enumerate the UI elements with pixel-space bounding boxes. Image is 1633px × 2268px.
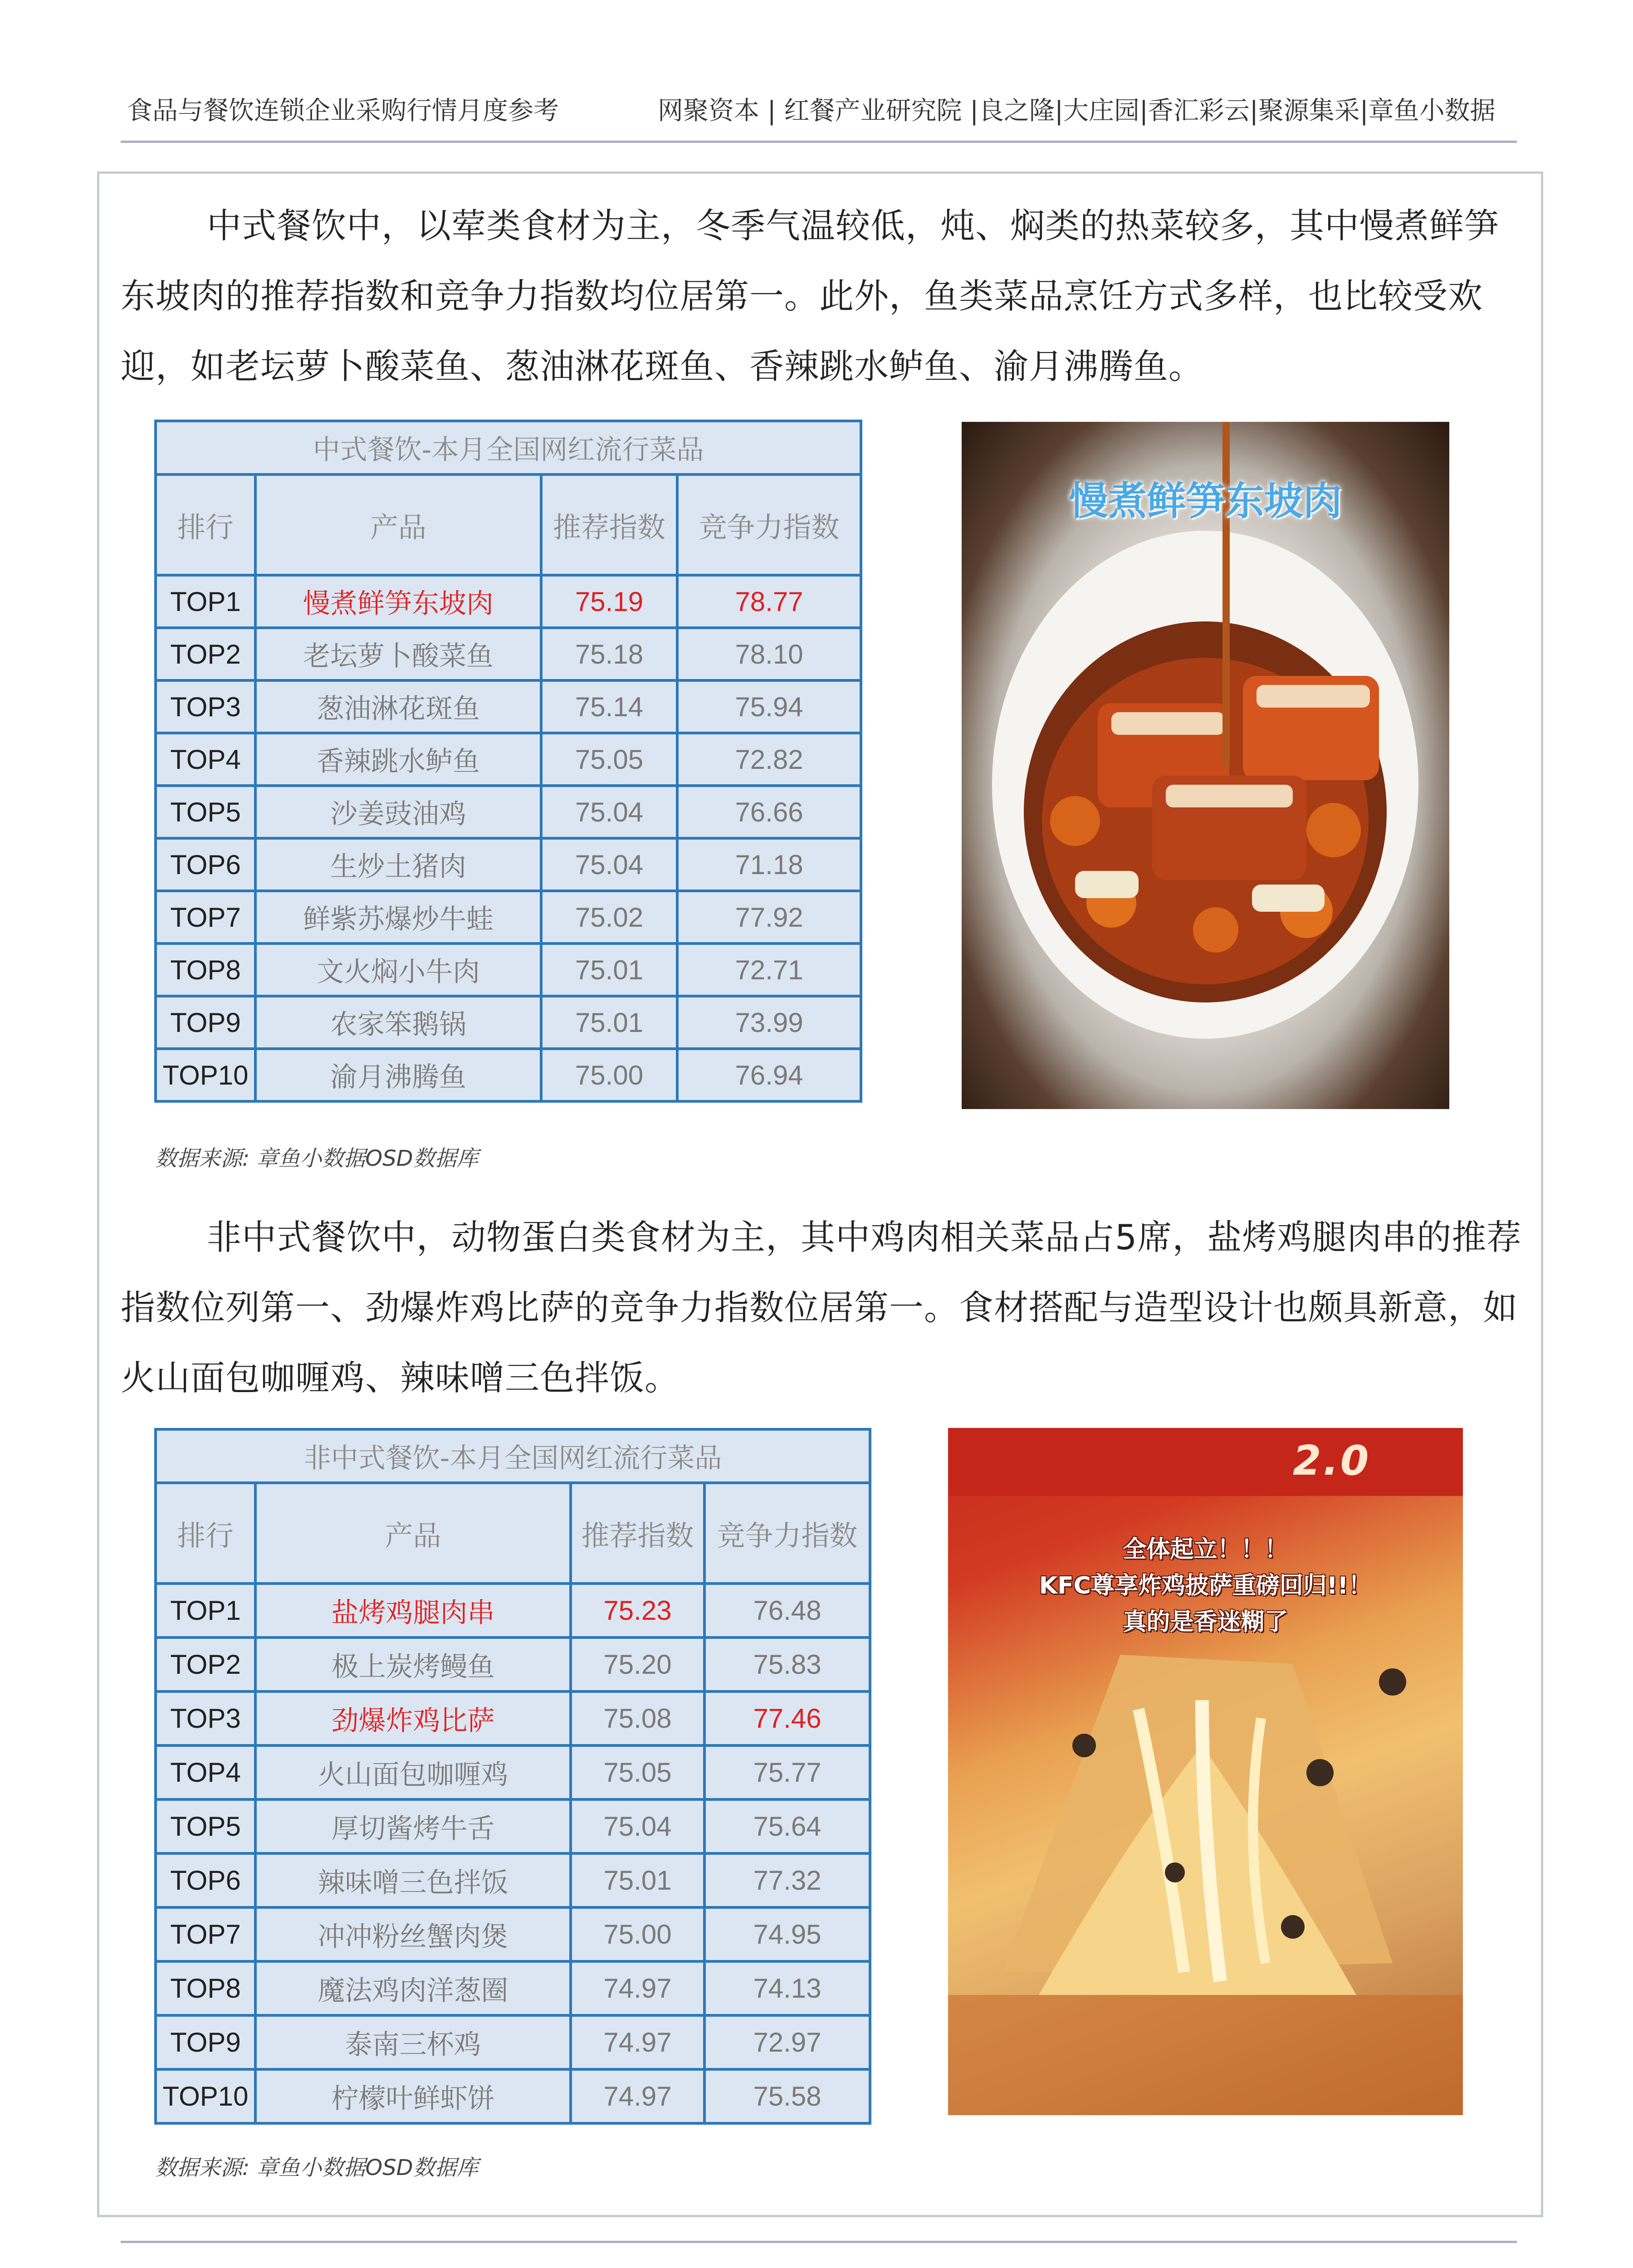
- header-right-sources: 网聚资本 | 红餐产业研究院 |良之隆|大庄园|香汇彩云|聚源集采|章鱼小数据: [658, 96, 1496, 126]
- table-row: [156, 733, 861, 786]
- competitiveness-index-cell: 76.94: [677, 1049, 861, 1101]
- competitiveness-index-cell: 75.77: [704, 1745, 870, 1799]
- product-cell: 冲冲粉丝蟹肉煲: [255, 1907, 571, 1961]
- col-header-competitiveness-index: 竞争力指数: [677, 474, 861, 575]
- competitiveness-index-cell: 77.32: [704, 1853, 870, 1907]
- rank-cell: TOP1: [156, 575, 255, 628]
- rank-cell: TOP7: [156, 1907, 255, 1961]
- photo-caption-line3: 真的是香迷糊了: [1123, 1608, 1288, 1636]
- col-header-product: 产品: [255, 474, 541, 575]
- table-row: [156, 575, 861, 628]
- rank-cell: TOP6: [156, 1853, 255, 1907]
- table-row: [156, 2015, 870, 2069]
- product-cell: 生炒土猪肉: [255, 838, 541, 891]
- table-row: [156, 628, 861, 680]
- competitiveness-index-cell: 74.95: [704, 1907, 870, 1961]
- data-source-note: 数据来源: 章鱼小数据OSD数据库: [155, 1146, 479, 1171]
- section2-paragraph: 非中式餐饮中，动物蛋白类食材为主，其中鸡肉相关菜品占5席，盐烤鸡腿肉串的推荐指数位列第一、劲爆炸鸡比萨的竞争力指数位居第一。食材搭配与造型设计也颇具新意，如火山面包咖喱鸡、辣味噌三色拌饭。: [121, 1217, 1522, 1398]
- rank-cell: TOP10: [156, 1049, 255, 1101]
- rank-cell: TOP1: [156, 1584, 255, 1637]
- rank-cell: TOP9: [156, 996, 255, 1049]
- competitiveness-index-cell: 76.48: [704, 1584, 870, 1637]
- recommend-index-cell: 75.00: [541, 1049, 677, 1101]
- table-row: [156, 1853, 870, 1907]
- header-divider: [121, 141, 1517, 143]
- competitiveness-index-cell: 77.46: [704, 1691, 870, 1745]
- table-row: [156, 680, 861, 733]
- chicken-pizza-photo: [948, 1428, 1463, 2115]
- competitiveness-index-cell: 78.77: [677, 575, 861, 628]
- col-header-competitiveness-index: 竞争力指数: [704, 1483, 870, 1584]
- table-row: [156, 1049, 861, 1101]
- table-row: [156, 1584, 870, 1637]
- rank-cell: TOP4: [156, 1745, 255, 1799]
- product-cell: 老坛萝卜酸菜鱼: [255, 628, 541, 680]
- product-cell: 文火焖小牛肉: [255, 943, 541, 996]
- recommend-index-cell: 75.00: [571, 1907, 704, 1961]
- product-cell: 泰南三杯鸡: [255, 2015, 571, 2069]
- competitiveness-index-cell: 76.66: [677, 786, 861, 838]
- product-cell: 盐烤鸡腿肉串: [255, 1584, 571, 1637]
- recommend-index-cell: 75.05: [571, 1745, 704, 1799]
- table-row: [156, 1907, 870, 1961]
- table-row: [156, 1961, 870, 2015]
- competitiveness-index-cell: 72.71: [677, 943, 861, 996]
- dongpo-pork-photo: [962, 422, 1449, 1109]
- data-source-note: 数据来源: 章鱼小数据OSD数据库: [155, 2155, 479, 2180]
- photo-caption: 慢煮鲜笋东坡肉: [1069, 479, 1342, 524]
- col-header-product: 产品: [255, 1483, 571, 1584]
- rank-cell: TOP6: [156, 838, 255, 891]
- rank-cell: TOP3: [156, 680, 255, 733]
- competitiveness-index-cell: 72.97: [704, 2015, 870, 2069]
- competitiveness-index-cell: 78.10: [677, 628, 861, 680]
- product-cell: 葱油淋花斑鱼: [255, 680, 541, 733]
- competitiveness-index-cell: 73.99: [677, 996, 861, 1049]
- rank-cell: TOP8: [156, 943, 255, 996]
- col-header-recommend-index: 推荐指数: [541, 474, 677, 575]
- table-title: 非中式餐饮-本月全国网红流行菜品: [156, 1429, 870, 1483]
- table-row: [156, 786, 861, 838]
- competitiveness-index-cell: 72.82: [677, 733, 861, 786]
- table-row: [156, 838, 861, 891]
- competitiveness-index-cell: 75.58: [704, 2069, 870, 2123]
- competitiveness-index-cell: 74.13: [704, 1961, 870, 2015]
- competitiveness-index-cell: 71.18: [677, 838, 861, 891]
- product-cell: 厚切酱烤牛舌: [255, 1799, 571, 1853]
- chinese-dishes-table: [154, 420, 862, 1103]
- competitiveness-index-cell: 75.94: [677, 680, 861, 733]
- photo-banner-text: 2.0: [1293, 1437, 1371, 1485]
- rank-cell: TOP8: [156, 1961, 255, 2015]
- rank-cell: TOP9: [156, 2015, 255, 2069]
- product-cell: 慢煮鲜笋东坡肉: [255, 575, 541, 628]
- header-left-title: 食品与餐饮连锁企业采购行情月度参考: [127, 96, 559, 126]
- col-header-recommend-index: 推荐指数: [571, 1483, 704, 1584]
- recommend-index-cell: 75.02: [541, 891, 677, 943]
- product-cell: 渝月沸腾鱼: [255, 1049, 541, 1101]
- rank-cell: TOP5: [156, 786, 255, 838]
- recommend-index-cell: 74.97: [571, 1961, 704, 2015]
- product-cell: 柠檬叶鲜虾饼: [255, 2069, 571, 2123]
- rank-cell: TOP4: [156, 733, 255, 786]
- recommend-index-cell: 75.01: [571, 1853, 704, 1907]
- table-title: 中式餐饮-本月全国网红流行菜品: [156, 421, 861, 474]
- recommend-index-cell: 75.19: [541, 575, 677, 628]
- recommend-index-cell: 75.04: [541, 786, 677, 838]
- recommend-index-cell: 75.08: [571, 1691, 704, 1745]
- photo-caption-line1: 全体起立！！！: [1123, 1536, 1288, 1563]
- photo-caption-line2: KFC尊享炸鸡披萨重磅回归!!！: [1039, 1572, 1372, 1599]
- footer-divider: [121, 2241, 1517, 2243]
- product-cell: 沙姜豉油鸡: [255, 786, 541, 838]
- non-chinese-dishes-table: [154, 1428, 871, 2125]
- table-row: [156, 891, 861, 943]
- product-cell: 辣味噌三色拌饭: [255, 1853, 571, 1907]
- product-cell: 极上炭烤鳗鱼: [255, 1637, 571, 1691]
- recommend-index-cell: 75.23: [571, 1584, 704, 1637]
- table-row: [156, 943, 861, 996]
- recommend-index-cell: 75.14: [541, 680, 677, 733]
- product-cell: 魔法鸡肉洋葱圈: [255, 1961, 571, 2015]
- rank-cell: TOP2: [156, 1637, 255, 1691]
- table-row: [156, 2069, 870, 2123]
- product-cell: 火山面包咖喱鸡: [255, 1745, 571, 1799]
- competitiveness-index-cell: 77.92: [677, 891, 861, 943]
- table-row: [156, 1637, 870, 1691]
- section1-paragraph: 中式餐饮中，以荤类食材为主，冬季气温较低，炖、焖类的热菜较多，其中慢煮鲜笋东坡肉的推荐指数和竞争力指数均位居第一。此外，鱼类菜品烹饪方式多样，也比较受欢迎，如老坛萝卜酸菜鱼、葱油淋花斑鱼、香辣跳水鲈鱼、渝月沸腾鱼。: [121, 205, 1499, 386]
- product-cell: 鲜紫苏爆炒牛蛙: [255, 891, 541, 943]
- product-cell: 农家笨鹅锅: [255, 996, 541, 1049]
- table-row: [156, 996, 861, 1049]
- rank-cell: TOP5: [156, 1799, 255, 1853]
- product-cell: 劲爆炸鸡比萨: [255, 1691, 571, 1745]
- recommend-index-cell: 75.04: [541, 838, 677, 891]
- competitiveness-index-cell: 75.64: [704, 1799, 870, 1853]
- recommend-index-cell: 75.04: [571, 1799, 704, 1853]
- rank-cell: TOP10: [156, 2069, 255, 2123]
- rank-cell: TOP3: [156, 1691, 255, 1745]
- recommend-index-cell: 75.20: [571, 1637, 704, 1691]
- recommend-index-cell: 75.18: [541, 628, 677, 680]
- rank-cell: TOP7: [156, 891, 255, 943]
- table-row: [156, 1691, 870, 1745]
- recommend-index-cell: 75.01: [541, 943, 677, 996]
- rank-cell: TOP2: [156, 628, 255, 680]
- recommend-index-cell: 74.97: [571, 2015, 704, 2069]
- table-row: [156, 1799, 870, 1853]
- table-row: [156, 1745, 870, 1799]
- recommend-index-cell: 75.05: [541, 733, 677, 786]
- competitiveness-index-cell: 75.83: [704, 1637, 870, 1691]
- recommend-index-cell: 74.97: [571, 2069, 704, 2123]
- product-cell: 香辣跳水鲈鱼: [255, 733, 541, 786]
- recommend-index-cell: 75.01: [541, 996, 677, 1049]
- col-header-rank: 排行: [156, 1483, 255, 1584]
- col-header-rank: 排行: [156, 474, 255, 575]
